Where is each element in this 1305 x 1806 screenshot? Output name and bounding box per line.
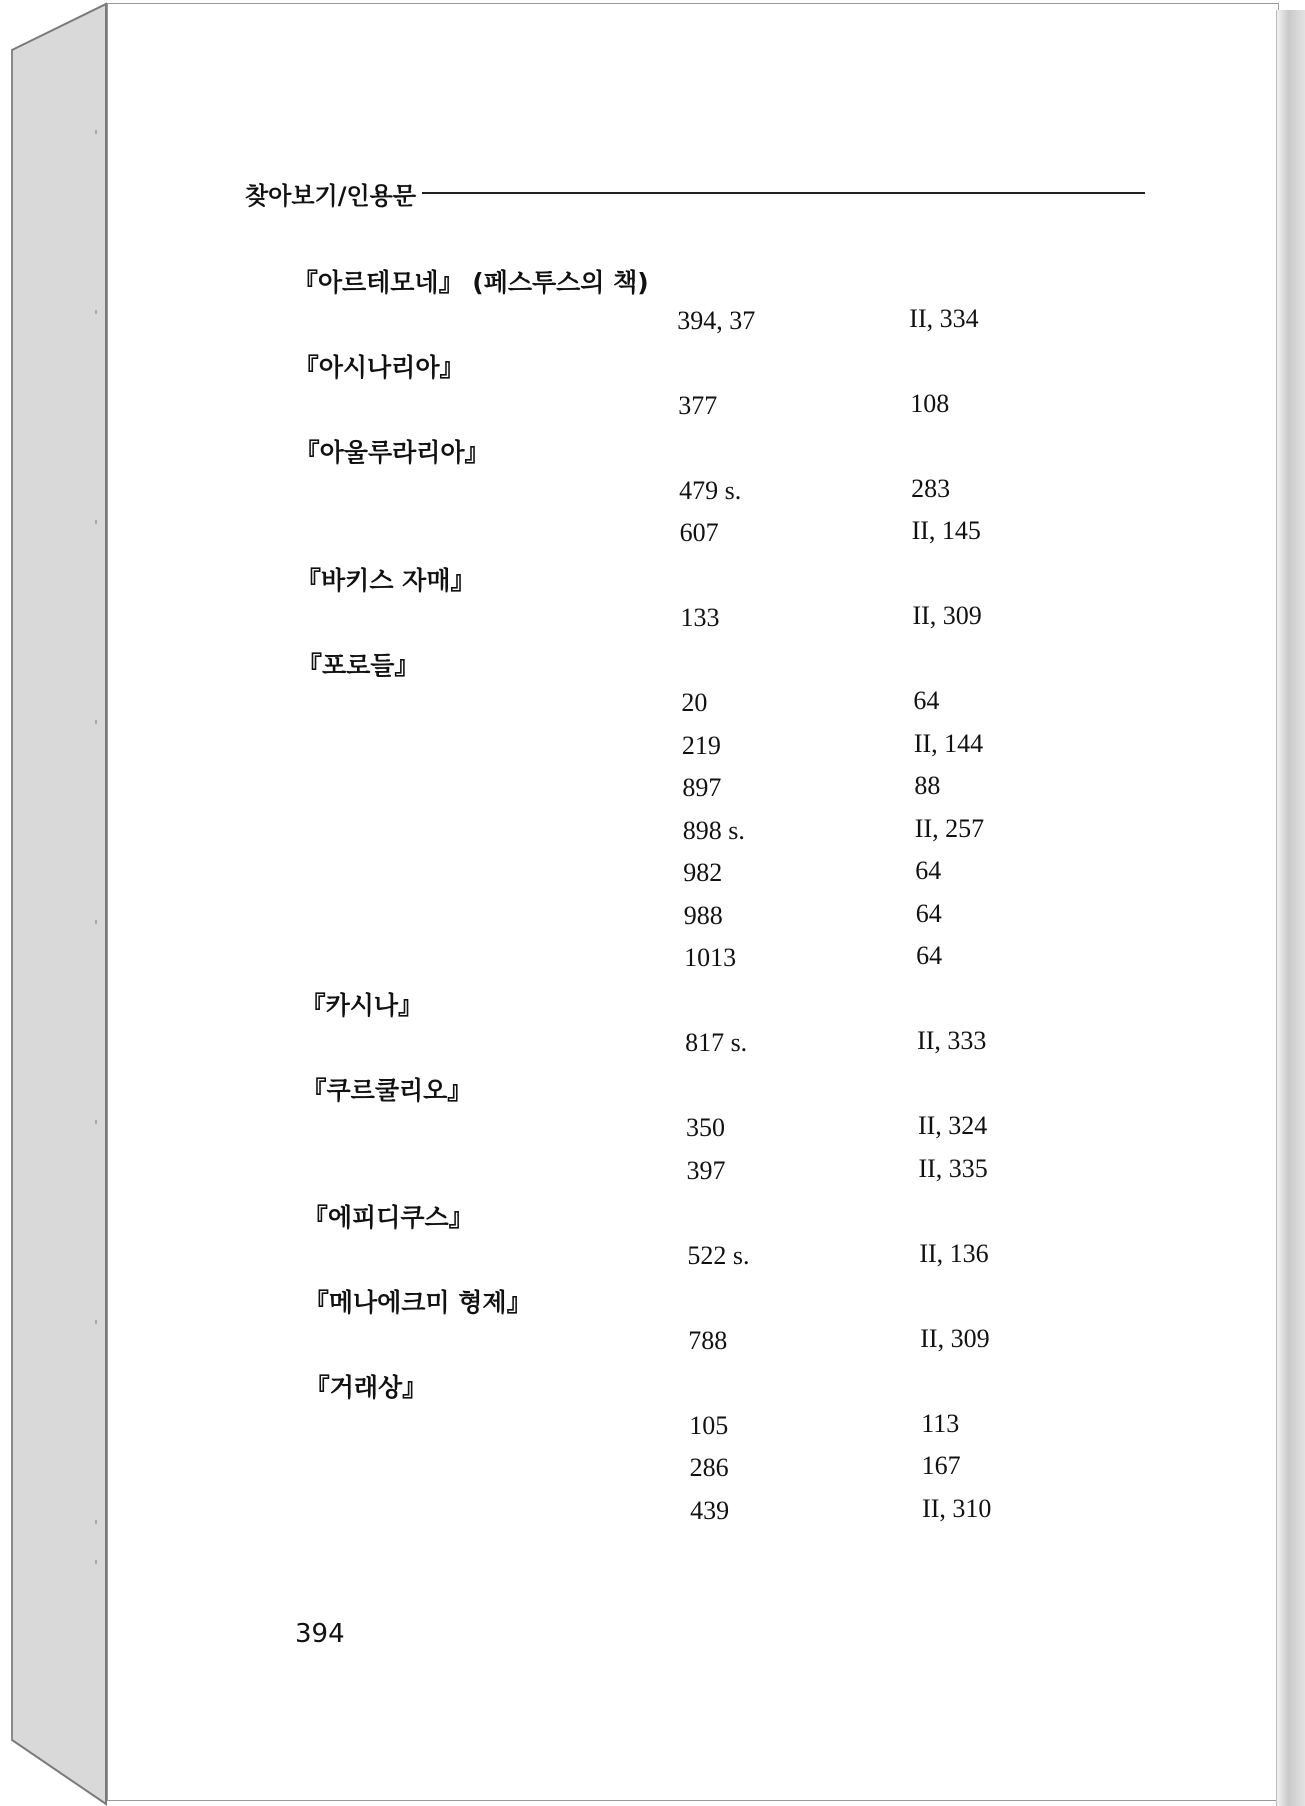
reference-page: 898 s. xyxy=(682,815,745,845)
reference-volume-page: 64 xyxy=(915,856,942,885)
reference-volume-page: II, 310 xyxy=(922,1493,992,1523)
reference-volume-page: 88 xyxy=(914,771,941,800)
binding-mark xyxy=(95,130,97,134)
entry-title: 『아시나리아』 xyxy=(293,353,465,382)
reference-page: 439 xyxy=(690,1495,730,1525)
entry-title: 『바키스 자매』 xyxy=(296,565,476,595)
reference-page: 394, 37 xyxy=(677,305,756,335)
reference-page: 522 s. xyxy=(687,1240,750,1270)
reference-volume-page: 167 xyxy=(921,1451,961,1480)
reference-page: 105 xyxy=(689,1410,729,1440)
reference-page: 219 xyxy=(681,730,721,760)
reference-page: 897 xyxy=(682,773,722,802)
reference-volume-page: II, 333 xyxy=(917,1026,987,1055)
binding-mark xyxy=(95,1120,97,1124)
reference-volume-page: II, 309 xyxy=(920,1323,990,1353)
reference-page: 20 xyxy=(681,688,708,717)
reference-page: 479 s. xyxy=(679,475,742,505)
reference-volume-page: II, 324 xyxy=(917,1111,988,1140)
reference-volume-page: II, 145 xyxy=(911,516,981,545)
binding-mark xyxy=(95,1520,97,1524)
entry-title: 『쿠르쿨리오』 xyxy=(301,1075,473,1105)
reference-volume-page: II, 136 xyxy=(919,1238,989,1268)
binding-mark xyxy=(95,520,97,524)
reference-volume-page: II, 144 xyxy=(913,728,984,758)
entry-title: 『거래상』 xyxy=(304,1373,428,1402)
reference-volume-page: 113 xyxy=(921,1408,960,1438)
reference-page: 286 xyxy=(689,1453,729,1482)
entry-title: 『포로들』 xyxy=(296,650,420,680)
reference-page: 397 xyxy=(686,1155,726,1185)
entry-title: 『에피디쿠스』 xyxy=(302,1203,474,1232)
binding-mark xyxy=(95,720,97,724)
reference-page: 817 s. xyxy=(685,1028,748,1057)
reference-volume-page: 108 xyxy=(910,388,950,418)
reference-page: 607 xyxy=(679,518,719,547)
entry-title: 『아르테모네』 (페스투스의 책) xyxy=(292,268,649,297)
running-head-title: 찾아보기/인용문 xyxy=(245,181,417,210)
reference-page: 1013 xyxy=(684,943,737,972)
entry-title: 『아울루라리아』 xyxy=(294,438,490,467)
entry-title: 『카시나』 xyxy=(300,990,424,1020)
reference-volume-page: II, 335 xyxy=(918,1153,988,1183)
binding-mark xyxy=(95,1560,97,1564)
reference-volume-page: II, 309 xyxy=(912,601,982,630)
page-number: 394 xyxy=(295,1619,345,1649)
binding-mark xyxy=(95,920,97,924)
reference-volume-page: 64 xyxy=(913,686,940,715)
reference-page: 377 xyxy=(678,390,718,420)
entry-title: 『메나에크미 형제』 xyxy=(303,1288,532,1317)
reference-volume-page: II, 334 xyxy=(909,303,979,333)
reference-page: 788 xyxy=(688,1325,728,1355)
reference-page: 350 xyxy=(685,1113,725,1142)
reference-page: 982 xyxy=(683,858,723,887)
reference-volume-page: II, 257 xyxy=(914,813,985,843)
reference-page: 988 xyxy=(683,900,723,930)
reference-volume-page: 283 xyxy=(911,473,951,503)
reference-volume-page: 64 xyxy=(916,941,943,970)
reference-volume-page: 64 xyxy=(915,898,942,928)
reference-page: 133 xyxy=(680,603,720,632)
binding-mark xyxy=(95,310,97,314)
binding-mark xyxy=(95,1320,97,1324)
